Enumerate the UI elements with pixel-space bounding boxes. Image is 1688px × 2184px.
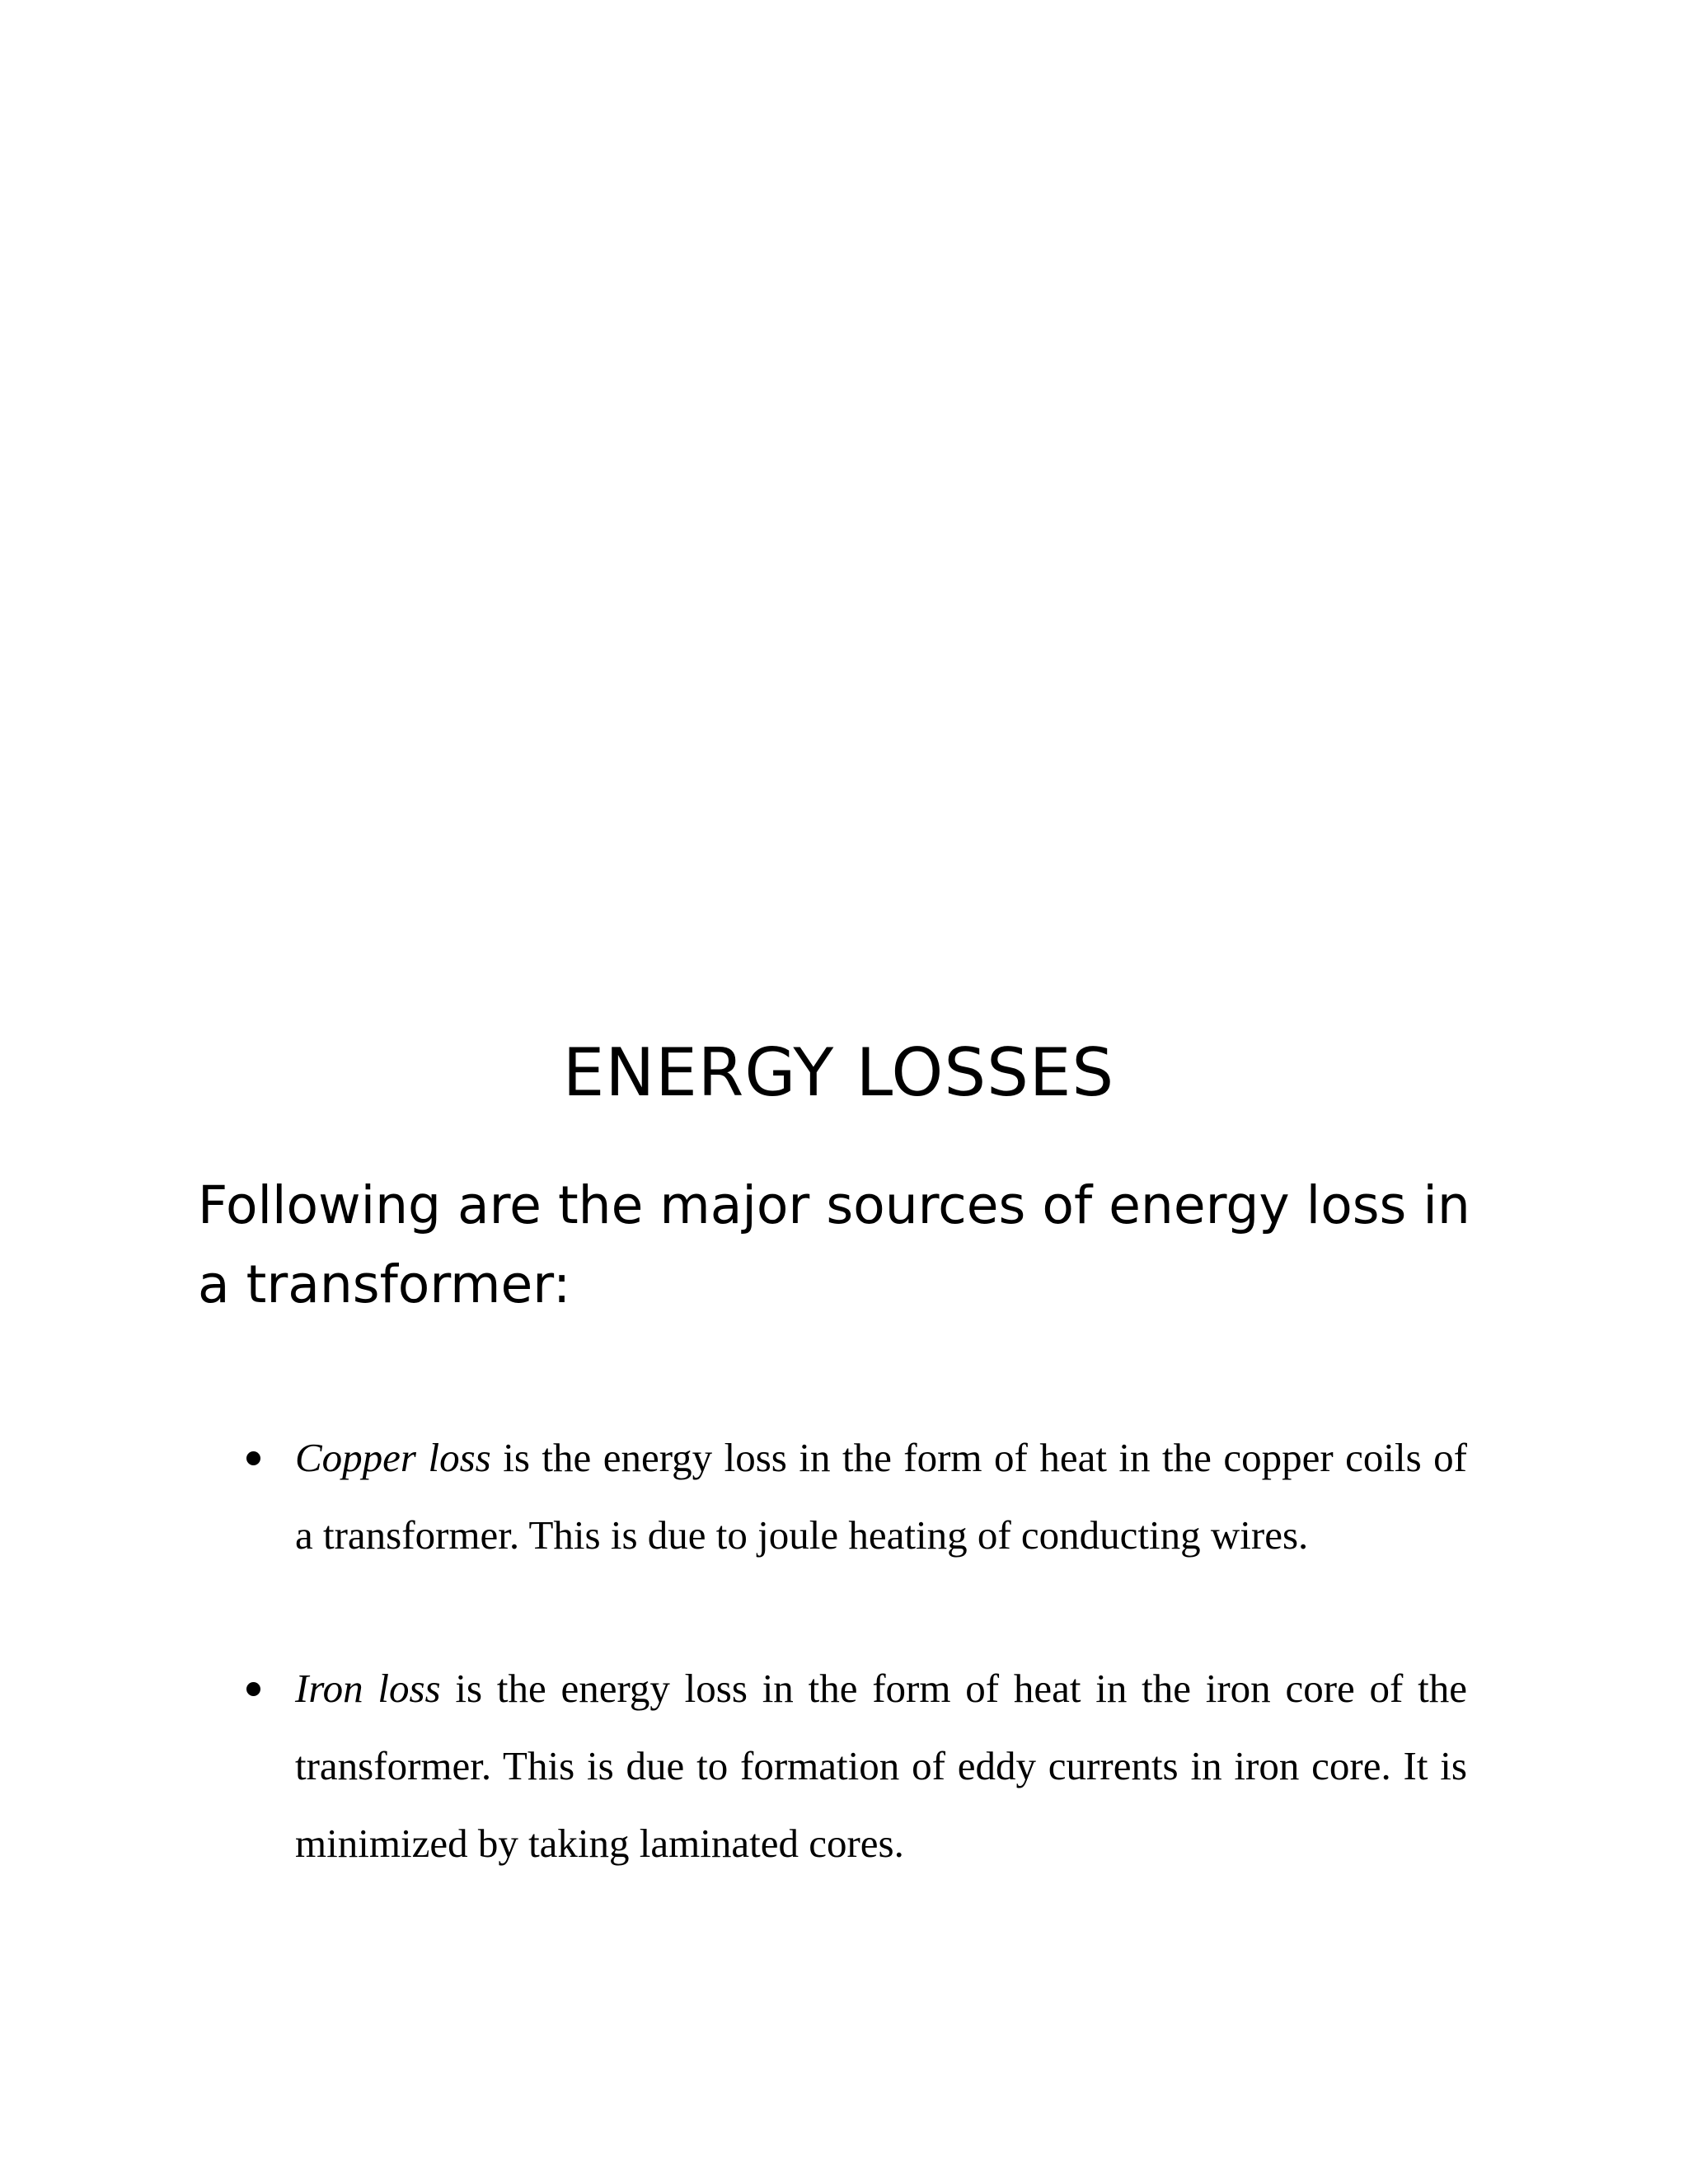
- term-copper-loss: Copper loss: [295, 1435, 491, 1480]
- bullet-icon: [246, 1451, 260, 1465]
- bullet-icon: [246, 1682, 260, 1696]
- term-iron-loss: Iron loss: [295, 1666, 441, 1711]
- list-item-copper-loss: [295, 1419, 1467, 1574]
- copper-loss-description: is the energy loss in the form of heat in the copper coils of a transformer. This is due to joule heating of conducting wires.: [295, 1435, 1467, 1558]
- energy-loss-list: [0, 1419, 1688, 1958]
- iron-loss-description: is the energy loss in the form of heat in the iron core of the transformer. This is due to formation of eddy currents in iron core. It is minimized by taking laminated cores.: [295, 1666, 1467, 1866]
- list-item-iron-loss: [295, 1650, 1467, 1882]
- page-title: ENERGY LOSSES: [562, 1034, 1115, 1111]
- intro-paragraph: Following are the major sources of energy loss in a transformer:: [198, 1175, 1470, 1315]
